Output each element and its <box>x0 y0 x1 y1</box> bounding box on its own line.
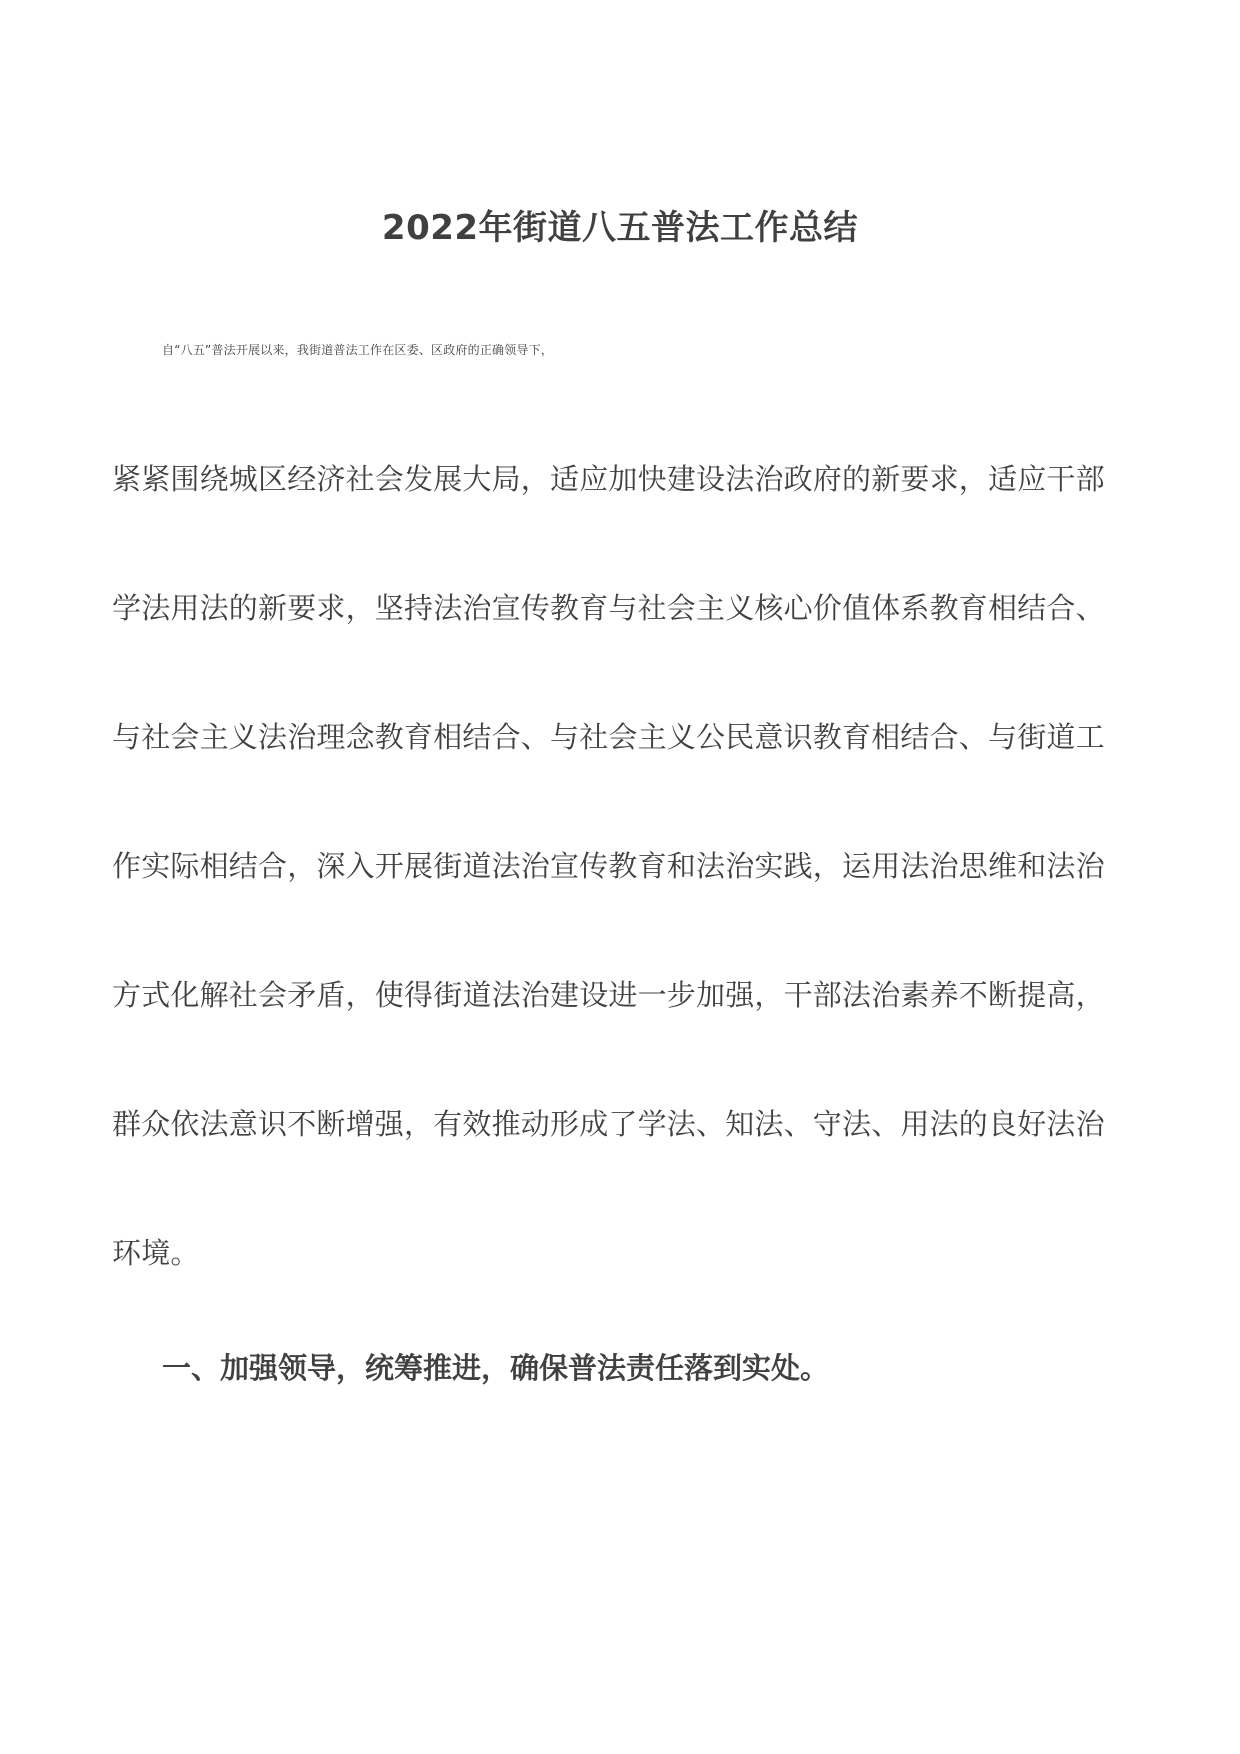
paragraph-line-6: 方式化解社会矛盾，使得街道法治建设进一步加强，干部法治素养不断提高， <box>112 978 1105 1012</box>
section-heading-1: 一、加强领导，统筹推进，确保普法责任落到实处。 <box>162 1351 830 1385</box>
paragraph-line-5: 作实际相结合，深入开展街道法治宣传教育和法治实践，运用法治思维和法治 <box>112 849 1105 883</box>
paragraph-line-8: 环境。 <box>112 1236 200 1270</box>
paragraph-line-3: 学法用法的新要求，坚持法治宣传教育与社会主义核心价值体系教育相结合、 <box>112 591 1105 625</box>
paragraph-line-4: 与社会主义法治理念教育相结合、与社会主义公民意识教育相结合、与街道工 <box>112 720 1105 754</box>
paragraph-line-7: 群众依法意识不断增强，有效推动形成了学法、知法、守法、用法的良好法治 <box>112 1107 1105 1141</box>
paragraph-line-2: 紧紧围绕城区经济社会发展大局，适应加快建设法治政府的新要求，适应干部 <box>112 462 1105 496</box>
paragraph-line-1: 自“八五”普法开展以来，我街道普法工作在区委、区政府的正确领导下， <box>162 343 554 357</box>
document-title: 2022年街道八五普法工作总结 <box>381 208 859 248</box>
